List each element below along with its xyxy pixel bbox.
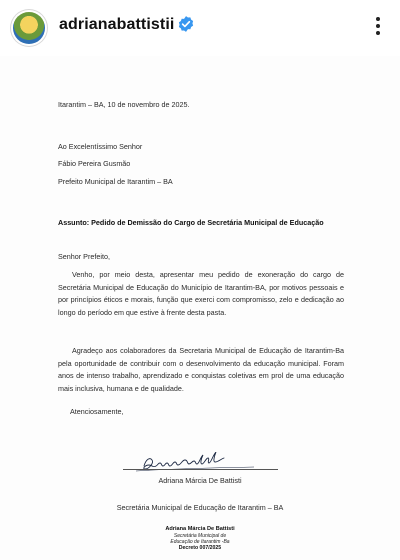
letter-document <box>0 56 400 560</box>
profile-avatar[interactable] <box>13 12 45 44</box>
greeting: Senhor Prefeito, <box>58 252 110 261</box>
closing: Atenciosamente, <box>70 407 124 416</box>
more-vertical-icon[interactable] <box>368 14 388 38</box>
paragraph-2: Agradeço aos colaboradores da Secretaria Municipal de Educação de Itarantim-Ba pela oportunidade de contribuir com o desenvolvimento da educação municipal. Foram anos de intenso trabalho, aprendizado e conquistas coletivas em prol de uma educação mais inclusiva, humana e de qualidade. <box>58 346 344 393</box>
recipient-name: Fábio Pereira Gusmão <box>58 159 131 168</box>
official-stamp <box>150 526 250 551</box>
username-link[interactable]: adrianabattistii <box>59 16 175 33</box>
paragraph-1: Venho, por meio desta, apresentar meu pedido de exoneração do cargo de Secretária Municipal de Educação do Município de Itarantim-BA, por motivos pessoais e por princípios éticos e morais, função que exerci com compromisso, zelo e dedicação ao longo do período em que estive à frente desta pasta. <box>58 270 344 317</box>
stamp-role-2: Educação de Itarantim -Ba <box>170 538 230 545</box>
stamp-decree: Decreto 007/2025 <box>178 544 222 551</box>
stamp-name: Adriana Márcia De Battisti <box>165 526 235 532</box>
signature-role: Secretária Municipal de Educação de Itarantim – BA <box>116 503 284 512</box>
stamp-role-1: Secretária Municipal de <box>173 532 227 539</box>
signature-name: Adriana Márcia De Battisti <box>158 476 242 485</box>
subject-line: Assunto: Pedido de Demissão do Cargo de Secretária Municipal de Educação <box>58 218 324 227</box>
signature-line <box>123 469 278 470</box>
recipient-title: Prefeito Municipal de Itarantim – BA <box>58 177 173 186</box>
verified-badge-icon <box>177 15 195 33</box>
handwritten-signature <box>130 452 260 474</box>
date-line: Itarantim – BA, 10 de novembro de 2025. <box>58 100 190 109</box>
post-header <box>0 0 400 56</box>
recipient-salutation: Ao Excelentíssimo Senhor <box>58 142 143 151</box>
